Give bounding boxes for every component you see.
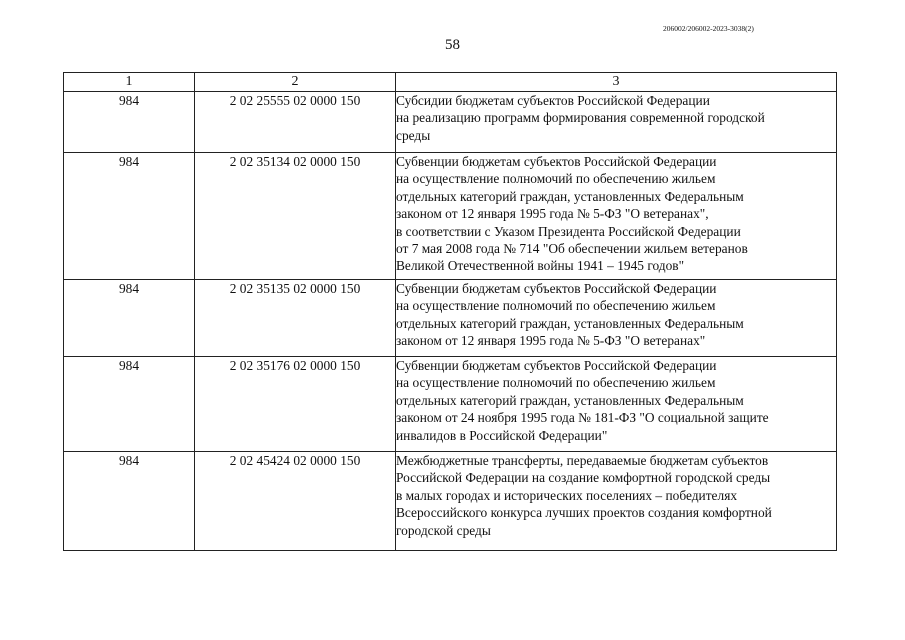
column-header-2: 2: [195, 73, 396, 92]
description-line: городской среды: [396, 522, 491, 538]
description-line: Межбюджетные трансферты, передаваемые бюджетам субъектов: [396, 453, 769, 468]
document-code: 206002/206002-2023-3038(2): [663, 24, 754, 33]
budget-codes-table: [63, 72, 837, 551]
admin-code-cell: 984: [64, 357, 195, 452]
description-line: законом от 12 января 1995 года № 5-ФЗ "О ветеранах",: [396, 206, 709, 222]
description-line: Всероссийского конкурса лучших проектов создания комфортной: [396, 505, 772, 521]
page-number: 58: [445, 37, 460, 53]
budget-code-cell: 2 02 45424 02 0000 150: [195, 452, 396, 551]
admin-code-cell: 984: [64, 452, 195, 551]
description-line: от 7 мая 2008 года № 714 "Об обеспечении жильем ветеранов: [396, 241, 748, 257]
description-line: отдельных категорий граждан, установленных Федеральным: [396, 392, 744, 408]
description-line: на осуществление полномочий по обеспечению жильем: [396, 298, 716, 314]
description-cell: [396, 452, 837, 551]
admin-code-cell: 984: [64, 280, 195, 357]
table-row: [64, 92, 837, 153]
description-line: отдельных категорий граждан, установленных Федеральным: [396, 188, 744, 204]
table-header-row: [64, 73, 837, 92]
budget-code-cell: 2 02 25555 02 0000 150: [195, 92, 396, 153]
description-cell: [396, 92, 837, 153]
description-line: Субвенции бюджетам субъектов Российской Федерации: [396, 154, 717, 169]
budget-code-cell: 2 02 35134 02 0000 150: [195, 153, 396, 280]
description-line: отдельных категорий граждан, установленных Федеральным: [396, 315, 744, 331]
admin-code-cell: 984: [64, 153, 195, 280]
description-line: в малых городах и исторических поселениях – победителях: [396, 487, 738, 503]
table-row: [64, 357, 837, 452]
budget-code-cell: 2 02 35135 02 0000 150: [195, 280, 396, 357]
description-line: в соответствии с Указом Президента Российской Федерации: [396, 223, 741, 239]
budget-code-cell: 2 02 35176 02 0000 150: [195, 357, 396, 452]
description-cell: [396, 357, 837, 452]
description-line: на реализацию программ формирования современной городской: [396, 110, 765, 126]
admin-code-cell: 984: [64, 92, 195, 153]
description-line: Субсидии бюджетам субъектов Российской Федерации: [396, 93, 710, 108]
description-line: Субвенции бюджетам субъектов Российской Федерации: [396, 281, 717, 296]
description-line: среды: [396, 127, 431, 143]
table-row: [64, 153, 837, 280]
description-cell: [396, 280, 837, 357]
description-line: Российской Федерации на создание комфортной городской среды: [396, 470, 771, 486]
column-header-3: 3: [396, 73, 837, 92]
table-row: [64, 452, 837, 551]
description-cell: [396, 153, 837, 280]
description-line: законом от 24 ноября 1995 года № 181-ФЗ "О социальной защите: [396, 410, 769, 426]
column-header-1: 1: [64, 73, 195, 92]
description-line: на осуществление полномочий по обеспечению жильем: [396, 375, 716, 391]
description-line: Субвенции бюджетам субъектов Российской Федерации: [396, 358, 717, 373]
description-line: инвалидов в Российской Федерации": [396, 427, 608, 443]
description-line: Великой Отечественной войны 1941 – 1945 годов": [396, 258, 685, 274]
table-row: [64, 280, 837, 357]
description-line: на осуществление полномочий по обеспечению жильем: [396, 171, 716, 187]
description-line: законом от 12 января 1995 года № 5-ФЗ "О ветеранах": [396, 333, 706, 349]
